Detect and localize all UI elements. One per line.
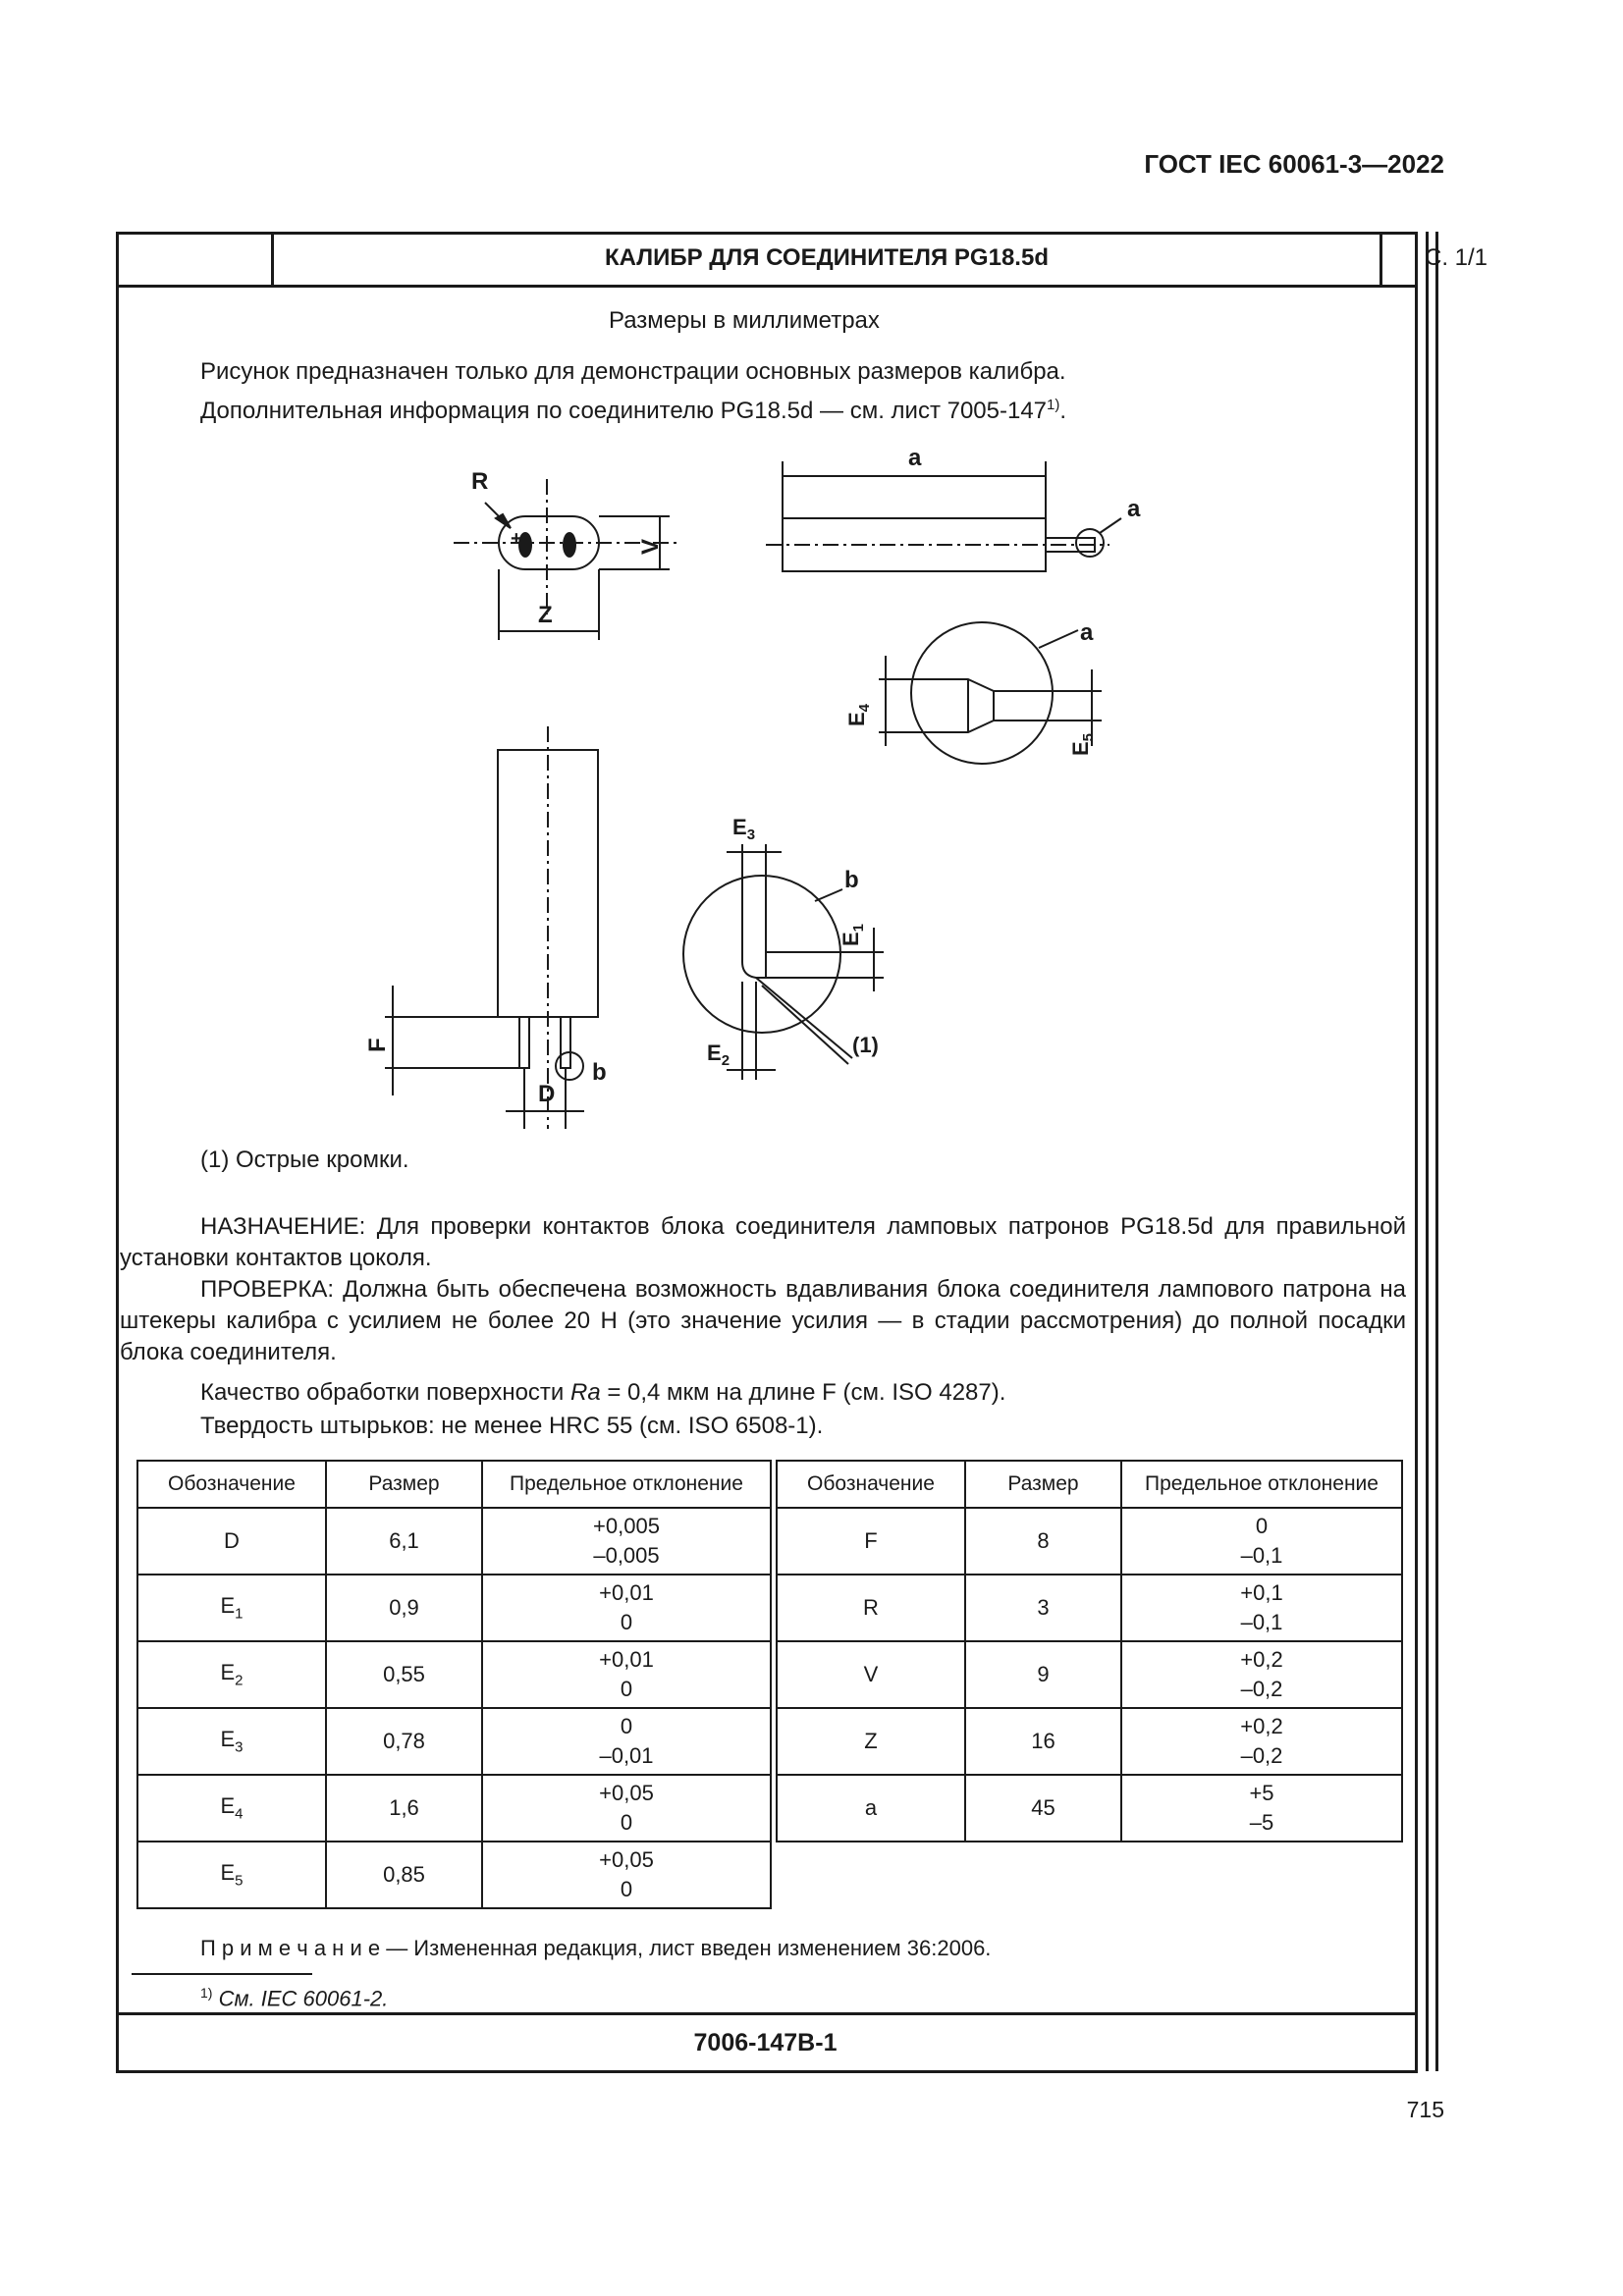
quality-text-post: = 0,4 мкм на длине F (см. ISO 4287). — [600, 1379, 1006, 1406]
cell-size: 0,85 — [326, 1842, 482, 1908]
amendment-note: П р и м е ч а н и е — Измененная редакция, лист введен изменением 36:2006. — [200, 1936, 992, 1960]
label-a-detail: a — [1080, 619, 1094, 646]
cell-size: 0,9 — [326, 1575, 482, 1641]
table-row — [137, 1775, 771, 1842]
label-E3: $E_3$ — [732, 815, 756, 843]
intro-line-1: Рисунок предназначен только для демонстрации основных размеров калибра. — [200, 358, 1066, 385]
col-header-deviation: Предельное отклонение — [482, 1461, 771, 1508]
label-b-detail: b — [844, 867, 859, 893]
label-D: D — [538, 1081, 556, 1107]
detail-b — [683, 815, 884, 1080]
label-a-length: a — [908, 445, 922, 471]
cell-deviation: +0,2 –0,2 — [1121, 1641, 1402, 1708]
cell-symbol: R — [777, 1575, 965, 1641]
label-plus: + — [511, 528, 522, 550]
end-view — [454, 468, 677, 640]
col-header-size: Размер — [326, 1461, 482, 1508]
cell-deviation: 0 –0,01 — [482, 1708, 771, 1775]
table-row — [777, 1575, 1402, 1641]
cell-symbol: $E_2$ — [137, 1641, 326, 1708]
label-E4: $E_4$ — [844, 703, 873, 726]
intro-footnote-ref: 1) — [1047, 397, 1060, 413]
check-paragraph: ПРОВЕРКА: Должна быть обеспечена возможность вдавливания блока соединителя лампового патрона на штекеры калибра с усилием не более 20 Н (это значение усилия — в стадии рассмотрения) до полной посадки блока соединителя. — [120, 1276, 1406, 1365]
col-header-symbol: Обозначение — [137, 1461, 326, 1508]
cell-symbol: Z — [777, 1708, 965, 1775]
cell-symbol: $E_1$ — [137, 1575, 326, 1641]
cell-deviation: +0,05 0 — [482, 1842, 771, 1908]
purpose-paragraph: НАЗНАЧЕНИЕ: Для проверки контактов блока соединителя ламповых патронов PG18.5d для правильной установки контактов цоколя. — [120, 1213, 1406, 1271]
cell-size: 0,78 — [326, 1708, 482, 1775]
footnote-text: См. IEC 60061-2. — [218, 1986, 389, 2011]
cell-symbol: F — [777, 1508, 965, 1575]
front-view — [364, 726, 607, 1129]
cell-symbol: V — [777, 1641, 965, 1708]
page-number: 715 — [1406, 2097, 1444, 2122]
hardness-paragraph: Твердость штырьков: не менее HRC 55 (см. ISO 6508-1). — [200, 1413, 824, 1439]
cell-symbol: $E_5$ — [137, 1842, 326, 1908]
standard-code: ГОСТ IEC 60061-3—2022 — [1144, 149, 1444, 179]
cell-deviation: +0,05 0 — [482, 1775, 771, 1842]
label-E5: $E_5$ — [1068, 732, 1097, 756]
table-row — [137, 1842, 771, 1908]
cell-symbol: $E_4$ — [137, 1775, 326, 1842]
label-a-detail-ref: a — [1127, 496, 1141, 522]
detail-a — [844, 619, 1102, 764]
sheet-page-indicator: С. 1/1 — [1424, 244, 1488, 271]
cell-deviation: +0,01 0 — [482, 1575, 771, 1641]
units-note: Размеры в миллиметрах — [609, 307, 880, 334]
cell-deviation: +0,005 –0,005 — [482, 1508, 771, 1575]
label-F: F — [364, 1038, 391, 1052]
table-row — [137, 1508, 771, 1575]
col-header-symbol: Обозначение — [777, 1461, 965, 1508]
dimensions-table-right — [776, 1460, 1403, 1842]
table-row — [777, 1508, 1402, 1575]
table-header-row — [777, 1461, 1402, 1508]
table-row — [777, 1641, 1402, 1708]
label-sharp-edges: (1) — [852, 1033, 879, 1057]
label-E2: $E_2$ — [707, 1041, 730, 1069]
cell-size: 0,55 — [326, 1641, 482, 1708]
cell-symbol: $E_3$ — [137, 1708, 326, 1775]
label-Z: Z — [538, 602, 553, 628]
quality-text-pre: Качество обработки поверхности — [200, 1379, 570, 1406]
sheet-number-row — [116, 2012, 1415, 2070]
cell-deviation: +0,2 –0,2 — [1121, 1708, 1402, 1775]
side-view — [766, 445, 1141, 571]
sheet-number: 7006-147B-1 — [693, 2028, 838, 2056]
footnote-separator — [132, 1973, 312, 1975]
cell-size: 45 — [965, 1775, 1121, 1842]
label-V: V — [637, 538, 664, 555]
label-R: R — [471, 468, 489, 495]
footnote-mark: 1) — [200, 1985, 213, 2001]
sharp-edges-note: (1) Острые кромки. — [200, 1147, 409, 1173]
table-row — [137, 1575, 771, 1641]
cell-deviation: +0,1 –0,1 — [1121, 1575, 1402, 1641]
cell-symbol: a — [777, 1775, 965, 1842]
cell-deviation: 0 –0,1 — [1121, 1508, 1402, 1575]
cell-deviation: +0,01 0 — [482, 1641, 771, 1708]
cell-size: 3 — [965, 1575, 1121, 1641]
table-row — [777, 1708, 1402, 1775]
dimensions-table-left — [136, 1460, 772, 1909]
footnote — [200, 1985, 388, 2011]
col-header-size: Размер — [965, 1461, 1121, 1508]
quality-paragraph — [200, 1376, 1005, 1409]
intro-line-2: Дополнительная информация по соединителю PG18.5d — см. лист 7005-147$^{1)}$. — [200, 397, 1067, 424]
label-b-ref: b — [592, 1059, 607, 1086]
cell-size: 8 — [965, 1508, 1121, 1575]
cell-size: 6,1 — [326, 1508, 482, 1575]
quality-ra: Ra — [569, 1379, 601, 1406]
table-header-row — [137, 1461, 771, 1508]
cell-size: 16 — [965, 1708, 1121, 1775]
cell-size: 9 — [965, 1641, 1121, 1708]
table-row — [137, 1708, 771, 1775]
table-row — [777, 1775, 1402, 1842]
intro-line-2-text: Дополнительная информация по соединителю PG18.5d — см. лист 7005-147 — [200, 398, 1048, 424]
cell-size: 1,6 — [326, 1775, 482, 1842]
sheet-title: КАЛИБР ДЛЯ СОЕДИНИТЕЛЯ PG18.5d — [274, 232, 1382, 285]
col-header-deviation: Предельное отклонение — [1121, 1461, 1402, 1508]
table-row — [137, 1641, 771, 1708]
cell-symbol: D — [137, 1508, 326, 1575]
label-E1: $E_1$ — [839, 923, 867, 946]
cell-deviation: +5 –5 — [1121, 1775, 1402, 1842]
